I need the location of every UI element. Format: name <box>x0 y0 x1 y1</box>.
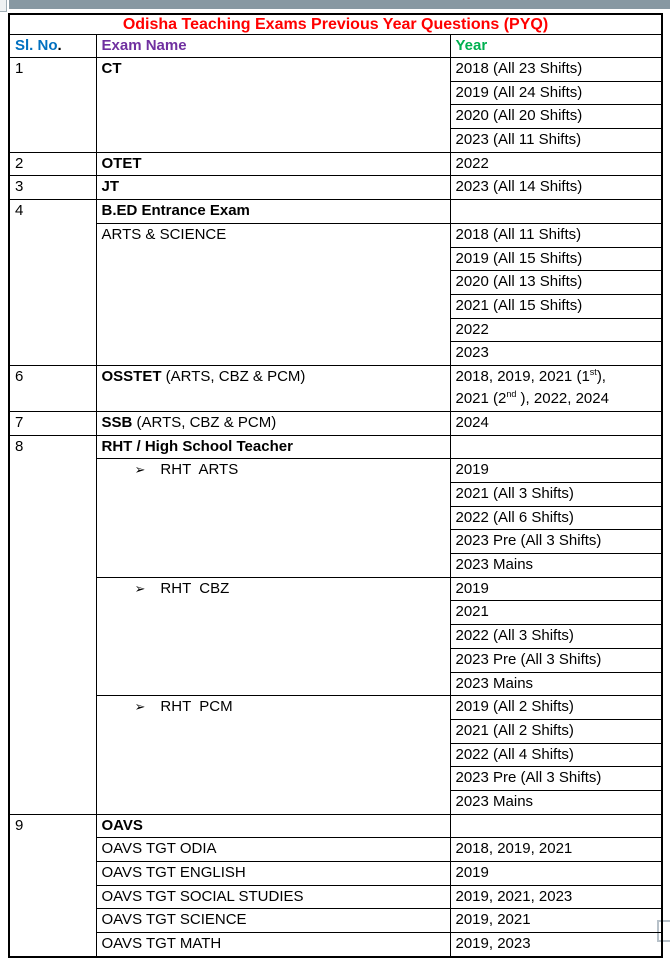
exam-cell <box>96 200 450 224</box>
exam-cell: ARTS & SCIENCE <box>96 223 450 365</box>
table-row <box>9 365 662 411</box>
year-cell <box>450 200 662 224</box>
year-cell: 2020 (All 20 Shifts) <box>450 105 662 129</box>
year-cell: 2023 (All 14 Shifts) <box>450 176 662 200</box>
arrow-bullet-icon: ➢ <box>134 699 146 715</box>
exam-name-bold: OSSTET <box>101 367 162 385</box>
sl-cell: 2 <box>9 152 96 176</box>
pyq-table <box>8 13 663 958</box>
table-row <box>9 577 662 601</box>
table-row <box>9 885 662 909</box>
exam-name-bold: SSB <box>101 413 133 431</box>
year-cell: 2023 Mains <box>450 554 662 578</box>
sl-cell: 8 <box>9 435 96 814</box>
exam-name-bold: OTET <box>101 154 142 172</box>
year-cell: 2019, 2021 <box>450 909 662 933</box>
year-cell: 2019 <box>450 577 662 601</box>
year-cell: 2023 Pre (All 3 Shifts) <box>450 648 662 672</box>
year-cell <box>450 435 662 459</box>
year-cell: 2019 <box>450 459 662 483</box>
year-cell: 2019, 2021, 2023 <box>450 885 662 909</box>
table-row <box>9 58 662 82</box>
exam-cell: OSSTET (ARTS, CBZ & PCM) <box>96 365 450 411</box>
year-cell: 2021 <box>450 601 662 625</box>
year-cell: 2022 (All 3 Shifts) <box>450 625 662 649</box>
year-cell: 2018 (All 11 Shifts) <box>450 223 662 247</box>
table-title: Odisha Teaching Exams Previous Year Questions (PYQ) <box>9 14 662 35</box>
year-cell: 2018 (All 23 Shifts) <box>450 58 662 82</box>
exam-cell: ➢ RHT PCM <box>96 696 450 814</box>
table-row <box>9 862 662 886</box>
exam-cell <box>96 58 450 153</box>
year-cell: 2021 (All 3 Shifts) <box>450 483 662 507</box>
col-header-sl-no-dot: . <box>57 37 62 54</box>
table-row <box>9 814 662 838</box>
year-cell: 2023 Pre (All 3 Shifts) <box>450 530 662 554</box>
table-row <box>9 459 662 483</box>
table-row <box>9 223 662 247</box>
year-cell: 2022 <box>450 152 662 176</box>
table-row <box>9 933 662 957</box>
sl-cell: 6 <box>9 365 96 411</box>
exam-name-bold: RHT / High School Teacher <box>101 437 293 455</box>
scrollbar-corner-fragment-top-left <box>0 0 7 12</box>
year-cell: 2022 <box>450 318 662 342</box>
exam-cell <box>96 814 450 838</box>
exam-name-bold: CT <box>101 60 122 77</box>
sl-cell: 9 <box>9 814 96 957</box>
exam-cell: OAVS TGT SCIENCE <box>96 909 450 933</box>
table-row <box>9 696 662 720</box>
table-row <box>9 909 662 933</box>
year-cell: 2023 Mains <box>450 672 662 696</box>
year-cell <box>450 814 662 838</box>
year-cell: 2022 (All 6 Shifts) <box>450 506 662 530</box>
year-cell: 2019 <box>450 862 662 886</box>
table-body <box>9 58 662 957</box>
year-cell: 2024 <box>450 411 662 435</box>
exam-cell: OAVS TGT ENGLISH <box>96 862 450 886</box>
year-cell: 2020 (All 13 Shifts) <box>450 271 662 295</box>
year-cell: 2018, 2019, 2021 (1st), 2021 (2nd ), 2022, 2024 <box>450 365 662 411</box>
exam-name-bold: B.ED Entrance Exam <box>101 202 250 220</box>
exam-cell: SSB (ARTS, CBZ & PCM) <box>96 411 450 435</box>
title-row <box>9 14 662 35</box>
window-top-band <box>9 0 670 9</box>
exam-cell: OAVS TGT SOCIAL STUDIES <box>96 885 450 909</box>
table-row <box>9 200 662 224</box>
year-cell: 2023 Mains <box>450 790 662 814</box>
sl-cell: 7 <box>9 411 96 435</box>
arrow-bullet-icon: ➢ <box>134 462 146 478</box>
table-row <box>9 411 662 435</box>
exam-name-bold: JT <box>101 178 120 196</box>
year-cell: 2021 (All 15 Shifts) <box>450 294 662 318</box>
col-header-year: Year <box>450 35 662 58</box>
table-row <box>9 435 662 459</box>
exam-cell <box>96 152 450 176</box>
sl-cell: 3 <box>9 176 96 200</box>
exam-cell <box>96 176 450 200</box>
col-header-sl-no <box>9 35 96 58</box>
col-header-exam-name: Exam Name <box>96 35 450 58</box>
year-cell: 2021 (All 2 Shifts) <box>450 719 662 743</box>
year-cell: 2023 Pre (All 3 Shifts) <box>450 767 662 791</box>
exam-cell: OAVS TGT MATH <box>96 933 450 957</box>
exam-cell: OAVS TGT ODIA <box>96 838 450 862</box>
year-cell: 2019 (All 15 Shifts) <box>450 247 662 271</box>
year-cell: 2019 (All 2 Shifts) <box>450 696 662 720</box>
exam-cell: ➢ RHT ARTS <box>96 459 450 577</box>
ordinal-superscript: nd <box>506 389 517 400</box>
sl-cell: 1 <box>9 58 96 153</box>
exam-cell: ➢ RHT CBZ <box>96 577 450 695</box>
year-cell: 2023 <box>450 342 662 366</box>
arrow-bullet-icon: ➢ <box>134 580 146 596</box>
table-row <box>9 838 662 862</box>
year-cell: 2019, 2023 <box>450 933 662 957</box>
sl-cell: 4 <box>9 200 96 366</box>
ordinal-superscript: st <box>589 366 597 377</box>
year-cell: 2023 (All 11 Shifts) <box>450 129 662 153</box>
year-cell: 2018, 2019, 2021 <box>450 838 662 862</box>
exam-cell <box>96 435 450 459</box>
year-cell: 2022 (All 4 Shifts) <box>450 743 662 767</box>
year-cell: 2019 (All 24 Shifts) <box>450 81 662 105</box>
col-header-sl-no-text: Sl. No <box>15 37 58 54</box>
header-row <box>9 35 662 58</box>
table-row <box>9 152 662 176</box>
exam-name-bold: OAVS <box>101 816 143 834</box>
table-row <box>9 176 662 200</box>
